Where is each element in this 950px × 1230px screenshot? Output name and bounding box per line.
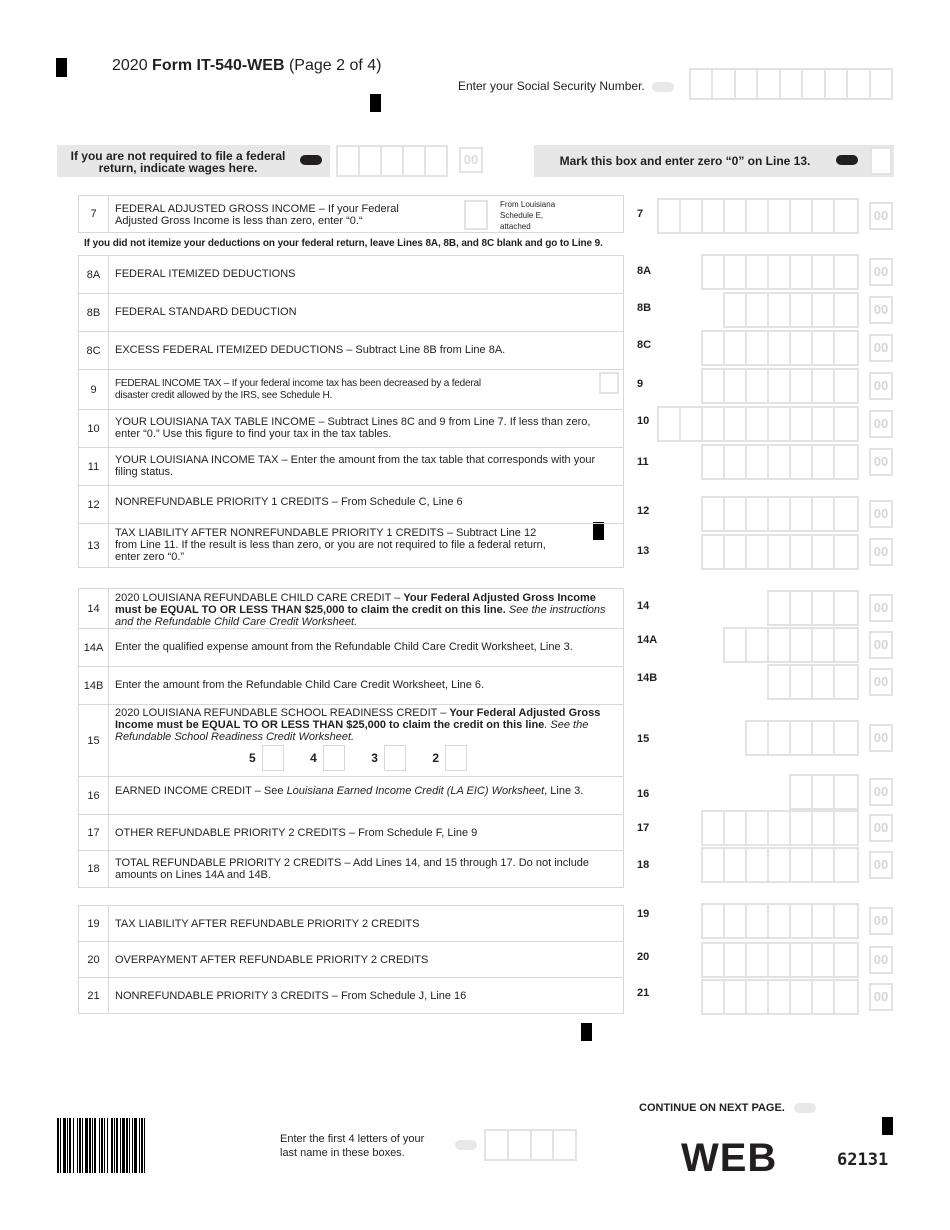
line-number: 16 (79, 777, 109, 814)
line-12-amount[interactable]: 00 (701, 496, 893, 532)
line-label: 19 (637, 908, 650, 920)
line-label: 13 (637, 545, 650, 557)
table-row (79, 629, 623, 667)
line-text: FEDERAL ITEMIZED DEDUCTIONS (115, 268, 296, 280)
line-number: 14 (79, 589, 109, 628)
line-text: TAX LIABILITY AFTER REFUNDABLE PRIORITY 2 CREDITS (115, 918, 420, 930)
line-7-amount[interactable]: 00 (657, 198, 893, 234)
lines-19-21-table (78, 905, 624, 1014)
grade-2[interactable]: 2 (432, 745, 467, 771)
line-label: 11 (637, 456, 649, 468)
table-row (79, 256, 623, 294)
line-15-amount[interactable]: 00 (745, 720, 893, 756)
line-number: 9 (79, 370, 109, 409)
mark-box-label: Mark this box and enter zero “0” on Line 13. (559, 154, 811, 168)
line-label: 8A (637, 265, 652, 277)
table-row (79, 410, 623, 448)
grade-3-checkbox[interactable] (384, 745, 406, 771)
line-number: 11 (79, 448, 109, 485)
line-label: 10 (637, 415, 650, 427)
line-text: TAX LIABILITY AFTER NONREFUNDABLE PRIORITY 1 CREDITS – Subtract Line 12 from Line 11. If the result is less than zero, or you are not required to file a federal return, enter zero “0.” (115, 527, 546, 563)
form-number: 62131 (837, 1150, 889, 1170)
line-21-amount[interactable]: 00 (701, 979, 893, 1015)
line-text: EARNED INCOME CREDIT – See Louisiana Earned Income Credit (LA EIC) Worksheet, Line 3. (115, 785, 584, 797)
form-year: 2020 (112, 57, 148, 74)
line-label: 15 (637, 733, 650, 745)
pointing-hand-icon (794, 1103, 816, 1113)
pointing-hand-icon (836, 155, 858, 165)
line-label: 17 (637, 822, 650, 834)
line-text: TOTAL REFUNDABLE PRIORITY 2 CREDITS – Add Lines 14, and 15 through 17. Do not include amounts on Lines 14A and 14B. (115, 857, 590, 881)
line-text: YOUR LOUISIANA INCOME TAX – Enter the amount from the tax table that corresponds with your filing status. (115, 454, 596, 478)
line-text: Enter the amount from the Refundable Child Care Credit Worksheet, Line 6. (115, 679, 485, 691)
line-text: 2020 LOUISIANA REFUNDABLE CHILD CARE CREDIT – Your Federal Adjusted Gross Income must be EQUAL TO OR LESS THAN $25,000 to claim the credit on this line. See the instructions and the Refundable Child Care Credit Worksheet. (115, 592, 606, 628)
mark-box-checkbox[interactable] (870, 147, 892, 175)
lastname-input[interactable] (484, 1129, 577, 1161)
line-text: FEDERAL INCOME TAX – If your federal income tax has been decreased by a federal disaster credit allowed by the IRS, see Schedule H. (115, 378, 481, 401)
table-row (79, 196, 623, 232)
line-number: 13 (79, 524, 109, 567)
line-9-checkbox[interactable] (599, 372, 619, 394)
line-14a-amount[interactable]: 00 (723, 627, 893, 663)
line-text: EXCESS FEDERAL ITEMIZED DEDUCTIONS – Subtract Line 8B from Line 8A. (115, 344, 506, 356)
table-row (79, 978, 623, 1013)
pointing-hand-icon (455, 1140, 477, 1150)
line-label: 18 (637, 859, 650, 871)
line-label: 20 (637, 951, 650, 963)
table-row (79, 332, 623, 370)
line-number: 7 (79, 196, 109, 232)
table-row (79, 705, 623, 777)
registration-mark (882, 1117, 893, 1135)
table-row (79, 906, 623, 942)
line-label: 8B (637, 302, 652, 314)
line-number: 21 (79, 978, 109, 1013)
line-number: 8B (79, 294, 109, 331)
grade-5[interactable]: 5 (249, 745, 284, 771)
table-row (79, 486, 623, 524)
web-label: WEB (681, 1136, 778, 1180)
barcode (57, 1118, 229, 1173)
line-label: 14B (637, 672, 658, 684)
line-label: 14 (637, 600, 650, 612)
line-number: 12 (79, 486, 109, 523)
barcode-bar (145, 1118, 147, 1173)
grade-4[interactable]: 4 (310, 745, 345, 771)
line-text: OVERPAYMENT AFTER REFUNDABLE PRIORITY 2 CREDITS (115, 954, 429, 966)
grade-2-checkbox[interactable] (445, 745, 467, 771)
table-row (79, 294, 623, 332)
table-row (79, 942, 623, 978)
line-text: YOUR LOUISIANA TAX TABLE INCOME – Subtract Lines 8C and 9 from Line 7. If less than zero, enter “0.” Use this figure to find your tax in the tax tables. (115, 416, 591, 440)
pointing-hand-icon (652, 82, 674, 92)
line-number: 18 (79, 851, 109, 887)
line-7-table (78, 195, 624, 233)
schedule-e-label: From Louisiana Schedule E, attached (500, 200, 556, 231)
line-label: 16 (637, 788, 650, 800)
line-8c-amount[interactable]: 00 (701, 330, 893, 366)
line-text: OTHER REFUNDABLE PRIORITY 2 CREDITS – From Schedule F, Line 9 (115, 827, 478, 839)
line-8b-amount[interactable]: 00 (723, 292, 893, 328)
page-label: (Page 2 of 4) (288, 57, 382, 74)
line-text: FEDERAL ADJUSTED GROSS INCOME – If your Federal Adjusted Gross Income is less than zero, enter “0.“ (115, 203, 399, 227)
grade-checkboxes (249, 745, 489, 771)
line-number: 19 (79, 906, 109, 941)
table-row (79, 667, 623, 705)
wages-cents[interactable]: 00 (459, 147, 483, 173)
line-text: 2020 LOUISIANA REFUNDABLE SCHOOL READINESS CREDIT – Your Federal Adjusted Gross Income must be EQUAL TO OR LESS THAN $25,000 to claim the credit on this line. See the Refundable School Readiness Credit Worksheet. (115, 707, 601, 743)
table-row (79, 448, 623, 486)
continue-label: CONTINUE ON NEXT PAGE. (639, 1102, 816, 1114)
registration-mark (56, 58, 67, 77)
lastname-label: Enter the first 4 letters of your last name in these boxes. (280, 1133, 425, 1159)
schedule-e-checkbox[interactable] (464, 200, 488, 230)
line-10-amount[interactable]: 00 (657, 406, 893, 442)
line-number: 14B (79, 667, 109, 704)
wages-label: If you are not required to file a federal return, indicate wages here. (70, 149, 286, 175)
line-18-amount[interactable]: 00 (701, 847, 893, 883)
line-number: 10 (79, 410, 109, 447)
table-row (79, 851, 623, 887)
line-label: 14A (637, 634, 658, 646)
line-label: 7 (637, 208, 644, 220)
line-label: 21 (637, 987, 650, 999)
table-row (79, 589, 623, 629)
form-title (112, 57, 381, 75)
form-name: Form IT-540-WEB (152, 57, 285, 74)
pointing-hand-icon (300, 155, 322, 165)
registration-mark (581, 1023, 592, 1041)
line-number: 14A (79, 629, 109, 666)
line-text: NONREFUNDABLE PRIORITY 1 CREDITS – From Schedule C, Line 6 (115, 496, 463, 508)
line-8a-amount[interactable]: 00 (701, 254, 893, 290)
registration-mark (370, 94, 381, 112)
ssn-label: Enter your Social Security Number. (458, 79, 674, 93)
table-row (79, 524, 623, 567)
line-label: 12 (637, 505, 650, 517)
grade-5-checkbox[interactable] (262, 745, 284, 771)
line-11-amount[interactable]: 00 (701, 444, 893, 480)
line-number: 20 (79, 942, 109, 977)
line-13-amount[interactable]: 00 (701, 534, 893, 570)
line-text: NONREFUNDABLE PRIORITY 3 CREDITS – From Schedule J, Line 16 (115, 990, 467, 1002)
line-16-amount[interactable]: 00 (789, 774, 893, 810)
line-text: FEDERAL STANDARD DEDUCTION (115, 306, 297, 318)
line-number: 8A (79, 256, 109, 293)
line-14-amount[interactable]: 00 (767, 590, 893, 626)
grade-3[interactable]: 3 (371, 745, 406, 771)
line-text: Enter the qualified expense amount from the Refundable Child Care Credit Worksheet, Line 3. (115, 641, 573, 653)
line-number: 17 (79, 815, 109, 850)
wages-input[interactable] (336, 145, 448, 177)
grade-4-checkbox[interactable] (323, 745, 345, 771)
lines-8a-13-table (78, 255, 624, 568)
line-label: 8C (637, 339, 652, 351)
itemize-note: If you did not itemize your deductions on your federal return, leave Lines 8A, 8B, and 8C blank and go to Line 9. (84, 238, 603, 249)
line-label: 9 (637, 378, 644, 390)
line-number: 15 (79, 705, 109, 776)
table-row (79, 777, 623, 815)
line-19-amount[interactable]: 00 (701, 903, 893, 939)
table-row (79, 815, 623, 851)
table-row (79, 370, 623, 410)
line-9-amount[interactable]: 00 (701, 368, 893, 404)
line-14b-amount[interactable]: 00 (767, 664, 893, 700)
ssn-input[interactable] (689, 68, 893, 100)
line-17-amount[interactable]: 00 (701, 810, 893, 846)
lines-14-18-table (78, 588, 624, 888)
line-20-amount[interactable]: 00 (701, 942, 893, 978)
line-number: 8C (79, 332, 109, 369)
